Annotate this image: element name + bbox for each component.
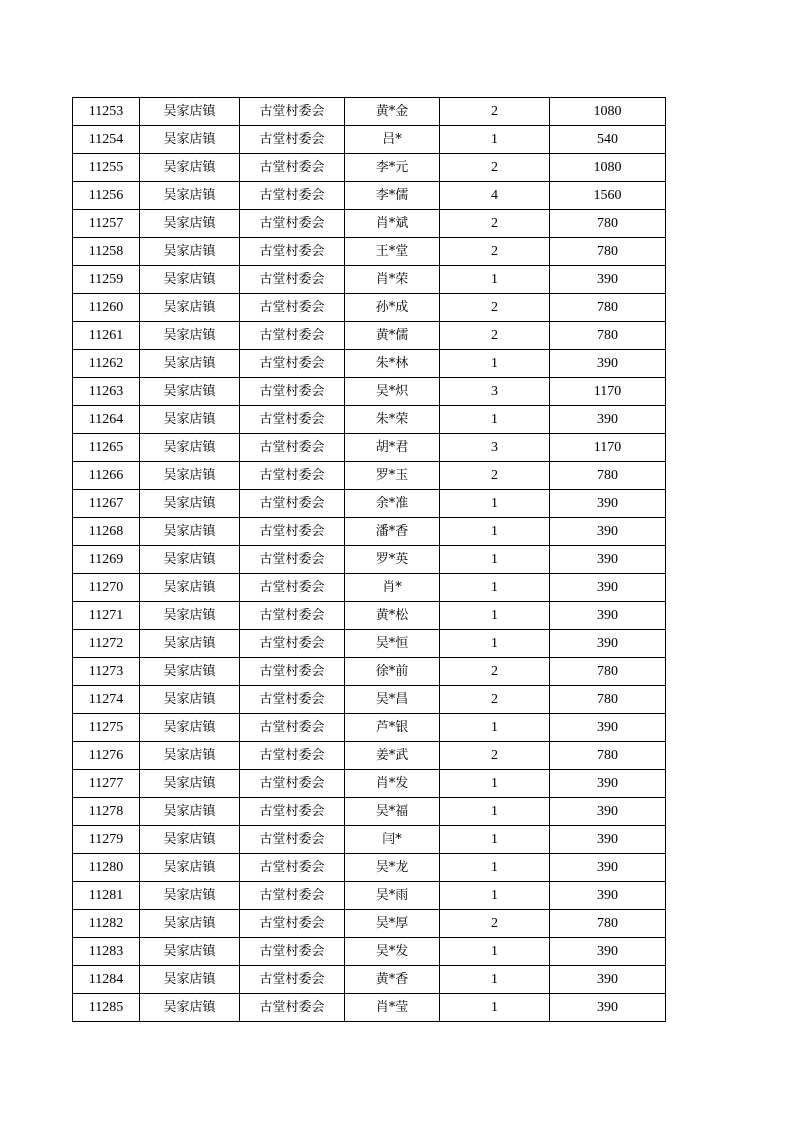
amount-cell: 390 (550, 574, 666, 602)
village-committee-cell: 古堂村委会 (240, 294, 345, 322)
town-cell: 吴家店镇 (140, 574, 240, 602)
household-count-cell: 4 (440, 182, 550, 210)
village-committee-cell: 古堂村委会 (240, 714, 345, 742)
table-row (73, 966, 666, 994)
table-row (73, 126, 666, 154)
household-count-cell: 1 (440, 630, 550, 658)
table-row (73, 938, 666, 966)
town-cell: 吴家店镇 (140, 882, 240, 910)
household-count-cell: 2 (440, 154, 550, 182)
town-cell: 吴家店镇 (140, 238, 240, 266)
record-id-cell: 11280 (73, 854, 140, 882)
town-cell: 吴家店镇 (140, 210, 240, 238)
village-committee-cell: 古堂村委会 (240, 742, 345, 770)
amount-cell: 780 (550, 742, 666, 770)
village-committee-cell: 古堂村委会 (240, 182, 345, 210)
village-committee-cell: 古堂村委会 (240, 490, 345, 518)
amount-cell: 390 (550, 966, 666, 994)
name-cell: 黄*金 (345, 98, 440, 126)
household-count-cell: 2 (440, 658, 550, 686)
amount-cell: 390 (550, 854, 666, 882)
amount-cell: 780 (550, 686, 666, 714)
village-committee-cell: 古堂村委会 (240, 378, 345, 406)
town-cell: 吴家店镇 (140, 518, 240, 546)
table-row (73, 574, 666, 602)
name-cell: 肖*斌 (345, 210, 440, 238)
town-cell: 吴家店镇 (140, 462, 240, 490)
village-committee-cell: 古堂村委会 (240, 938, 345, 966)
amount-cell: 390 (550, 770, 666, 798)
amount-cell: 390 (550, 602, 666, 630)
town-cell: 吴家店镇 (140, 126, 240, 154)
household-count-cell: 1 (440, 826, 550, 854)
record-id-cell: 11263 (73, 378, 140, 406)
table-row (73, 994, 666, 1022)
table-row (73, 602, 666, 630)
town-cell: 吴家店镇 (140, 266, 240, 294)
town-cell: 吴家店镇 (140, 714, 240, 742)
town-cell: 吴家店镇 (140, 658, 240, 686)
household-count-cell: 1 (440, 854, 550, 882)
table-row (73, 210, 666, 238)
table-row (73, 238, 666, 266)
village-committee-cell: 古堂村委会 (240, 910, 345, 938)
table-row (73, 798, 666, 826)
town-cell: 吴家店镇 (140, 350, 240, 378)
household-count-cell: 1 (440, 714, 550, 742)
town-cell: 吴家店镇 (140, 378, 240, 406)
town-cell: 吴家店镇 (140, 490, 240, 518)
amount-cell: 390 (550, 266, 666, 294)
record-id-cell: 11261 (73, 322, 140, 350)
town-cell: 吴家店镇 (140, 434, 240, 462)
household-count-cell: 1 (440, 938, 550, 966)
household-count-cell: 1 (440, 994, 550, 1022)
household-count-cell: 1 (440, 406, 550, 434)
table-row (73, 490, 666, 518)
household-count-cell: 1 (440, 546, 550, 574)
village-committee-cell: 古堂村委会 (240, 882, 345, 910)
amount-cell: 390 (550, 938, 666, 966)
amount-cell: 1170 (550, 434, 666, 462)
amount-cell: 1560 (550, 182, 666, 210)
village-committee-cell: 古堂村委会 (240, 994, 345, 1022)
village-committee-cell: 古堂村委会 (240, 602, 345, 630)
record-id-cell: 11268 (73, 518, 140, 546)
village-committee-cell: 古堂村委会 (240, 98, 345, 126)
household-count-cell: 1 (440, 882, 550, 910)
amount-cell: 1170 (550, 378, 666, 406)
record-id-cell: 11255 (73, 154, 140, 182)
name-cell: 芦*银 (345, 714, 440, 742)
village-committee-cell: 古堂村委会 (240, 126, 345, 154)
amount-cell: 540 (550, 126, 666, 154)
name-cell: 胡*君 (345, 434, 440, 462)
record-id-cell: 11260 (73, 294, 140, 322)
name-cell: 徐*前 (345, 658, 440, 686)
village-committee-cell: 古堂村委会 (240, 630, 345, 658)
record-id-cell: 11271 (73, 602, 140, 630)
record-id-cell: 11265 (73, 434, 140, 462)
name-cell: 朱*林 (345, 350, 440, 378)
household-count-cell: 1 (440, 770, 550, 798)
name-cell: 朱*荣 (345, 406, 440, 434)
amount-cell: 1080 (550, 154, 666, 182)
town-cell: 吴家店镇 (140, 770, 240, 798)
record-id-cell: 11285 (73, 994, 140, 1022)
household-count-cell: 1 (440, 966, 550, 994)
village-committee-cell: 古堂村委会 (240, 350, 345, 378)
village-committee-cell: 古堂村委会 (240, 770, 345, 798)
name-cell: 罗*英 (345, 546, 440, 574)
household-count-cell: 2 (440, 742, 550, 770)
village-committee-cell: 古堂村委会 (240, 518, 345, 546)
table-row (73, 266, 666, 294)
village-committee-cell: 古堂村委会 (240, 826, 345, 854)
amount-cell: 390 (550, 490, 666, 518)
table-body (73, 98, 666, 1022)
record-id-cell: 11276 (73, 742, 140, 770)
record-id-cell: 11266 (73, 462, 140, 490)
amount-cell: 390 (550, 546, 666, 574)
household-count-cell: 1 (440, 518, 550, 546)
household-count-cell: 1 (440, 350, 550, 378)
town-cell: 吴家店镇 (140, 686, 240, 714)
household-count-cell: 2 (440, 910, 550, 938)
village-committee-cell: 古堂村委会 (240, 462, 345, 490)
table-row (73, 406, 666, 434)
name-cell: 吴*雨 (345, 882, 440, 910)
household-count-cell: 1 (440, 490, 550, 518)
record-id-cell: 11281 (73, 882, 140, 910)
name-cell: 吴*龙 (345, 854, 440, 882)
village-committee-cell: 古堂村委会 (240, 406, 345, 434)
amount-cell: 780 (550, 658, 666, 686)
town-cell: 吴家店镇 (140, 294, 240, 322)
town-cell: 吴家店镇 (140, 798, 240, 826)
household-count-cell: 3 (440, 378, 550, 406)
amount-cell: 390 (550, 994, 666, 1022)
record-id-cell: 11257 (73, 210, 140, 238)
name-cell: 罗*玉 (345, 462, 440, 490)
amount-cell: 390 (550, 350, 666, 378)
village-committee-cell: 古堂村委会 (240, 154, 345, 182)
table-row (73, 518, 666, 546)
table-row (73, 854, 666, 882)
name-cell: 闫* (345, 826, 440, 854)
town-cell: 吴家店镇 (140, 602, 240, 630)
table-row (73, 98, 666, 126)
table-row (73, 378, 666, 406)
household-count-cell: 2 (440, 686, 550, 714)
record-id-cell: 11264 (73, 406, 140, 434)
table-row (73, 350, 666, 378)
name-cell: 王*堂 (345, 238, 440, 266)
name-cell: 吴*发 (345, 938, 440, 966)
village-committee-cell: 古堂村委会 (240, 238, 345, 266)
town-cell: 吴家店镇 (140, 154, 240, 182)
record-id-cell: 11279 (73, 826, 140, 854)
household-count-cell: 3 (440, 434, 550, 462)
name-cell: 吴*恒 (345, 630, 440, 658)
household-count-cell: 2 (440, 238, 550, 266)
record-id-cell: 11284 (73, 966, 140, 994)
name-cell: 姜*武 (345, 742, 440, 770)
amount-cell: 780 (550, 322, 666, 350)
name-cell: 吕* (345, 126, 440, 154)
name-cell: 吴*昌 (345, 686, 440, 714)
table-row (73, 182, 666, 210)
household-count-cell: 1 (440, 602, 550, 630)
amount-cell: 390 (550, 798, 666, 826)
amount-cell: 780 (550, 294, 666, 322)
amount-cell: 390 (550, 882, 666, 910)
name-cell: 肖*莹 (345, 994, 440, 1022)
town-cell: 吴家店镇 (140, 826, 240, 854)
town-cell: 吴家店镇 (140, 966, 240, 994)
town-cell: 吴家店镇 (140, 546, 240, 574)
town-cell: 吴家店镇 (140, 98, 240, 126)
amount-cell: 390 (550, 826, 666, 854)
household-count-cell: 2 (440, 210, 550, 238)
table-row (73, 826, 666, 854)
village-committee-cell: 古堂村委会 (240, 266, 345, 294)
name-cell: 李*儒 (345, 182, 440, 210)
household-count-cell: 1 (440, 266, 550, 294)
table-row (73, 434, 666, 462)
town-cell: 吴家店镇 (140, 854, 240, 882)
household-count-cell: 2 (440, 294, 550, 322)
table-row (73, 742, 666, 770)
village-committee-cell: 古堂村委会 (240, 854, 345, 882)
table-row (73, 154, 666, 182)
record-id-cell: 11273 (73, 658, 140, 686)
amount-cell: 390 (550, 406, 666, 434)
record-id-cell: 11270 (73, 574, 140, 602)
table-row (73, 882, 666, 910)
town-cell: 吴家店镇 (140, 182, 240, 210)
amount-cell: 780 (550, 238, 666, 266)
table-row (73, 294, 666, 322)
record-id-cell: 11274 (73, 686, 140, 714)
name-cell: 吴*炽 (345, 378, 440, 406)
name-cell: 吴*厚 (345, 910, 440, 938)
name-cell: 肖* (345, 574, 440, 602)
village-committee-cell: 古堂村委会 (240, 434, 345, 462)
town-cell: 吴家店镇 (140, 406, 240, 434)
village-committee-cell: 古堂村委会 (240, 798, 345, 826)
household-count-cell: 1 (440, 798, 550, 826)
amount-cell: 780 (550, 462, 666, 490)
name-cell: 肖*发 (345, 770, 440, 798)
record-id-cell: 11258 (73, 238, 140, 266)
name-cell: 孙*成 (345, 294, 440, 322)
name-cell: 黄*松 (345, 602, 440, 630)
record-id-cell: 11282 (73, 910, 140, 938)
village-committee-cell: 古堂村委会 (240, 686, 345, 714)
record-id-cell: 11259 (73, 266, 140, 294)
table-row (73, 714, 666, 742)
name-cell: 余*准 (345, 490, 440, 518)
name-cell: 肖*荣 (345, 266, 440, 294)
household-count-cell: 2 (440, 322, 550, 350)
town-cell: 吴家店镇 (140, 322, 240, 350)
amount-cell: 390 (550, 518, 666, 546)
household-count-cell: 2 (440, 98, 550, 126)
table-row (73, 658, 666, 686)
record-id-cell: 11275 (73, 714, 140, 742)
town-cell: 吴家店镇 (140, 910, 240, 938)
data-table (72, 97, 666, 1022)
table-row (73, 686, 666, 714)
household-count-cell: 1 (440, 574, 550, 602)
record-id-cell: 11272 (73, 630, 140, 658)
town-cell: 吴家店镇 (140, 630, 240, 658)
record-id-cell: 11256 (73, 182, 140, 210)
name-cell: 潘*香 (345, 518, 440, 546)
village-committee-cell: 古堂村委会 (240, 322, 345, 350)
amount-cell: 390 (550, 630, 666, 658)
record-id-cell: 11269 (73, 546, 140, 574)
record-id-cell: 11253 (73, 98, 140, 126)
table-row (73, 546, 666, 574)
record-id-cell: 11262 (73, 350, 140, 378)
village-committee-cell: 古堂村委会 (240, 210, 345, 238)
amount-cell: 1080 (550, 98, 666, 126)
record-id-cell: 11277 (73, 770, 140, 798)
record-id-cell: 11283 (73, 938, 140, 966)
table-row (73, 770, 666, 798)
record-id-cell: 11254 (73, 126, 140, 154)
name-cell: 李*元 (345, 154, 440, 182)
village-committee-cell: 古堂村委会 (240, 966, 345, 994)
record-id-cell: 11278 (73, 798, 140, 826)
table-row (73, 462, 666, 490)
table-row (73, 322, 666, 350)
town-cell: 吴家店镇 (140, 994, 240, 1022)
record-id-cell: 11267 (73, 490, 140, 518)
table-row (73, 630, 666, 658)
household-count-cell: 1 (440, 126, 550, 154)
amount-cell: 390 (550, 714, 666, 742)
town-cell: 吴家店镇 (140, 938, 240, 966)
household-count-cell: 2 (440, 462, 550, 490)
village-committee-cell: 古堂村委会 (240, 546, 345, 574)
town-cell: 吴家店镇 (140, 742, 240, 770)
name-cell: 黄*香 (345, 966, 440, 994)
amount-cell: 780 (550, 910, 666, 938)
village-committee-cell: 古堂村委会 (240, 658, 345, 686)
name-cell: 吴*福 (345, 798, 440, 826)
name-cell: 黄*儒 (345, 322, 440, 350)
village-committee-cell: 古堂村委会 (240, 574, 345, 602)
table-row (73, 910, 666, 938)
amount-cell: 780 (550, 210, 666, 238)
